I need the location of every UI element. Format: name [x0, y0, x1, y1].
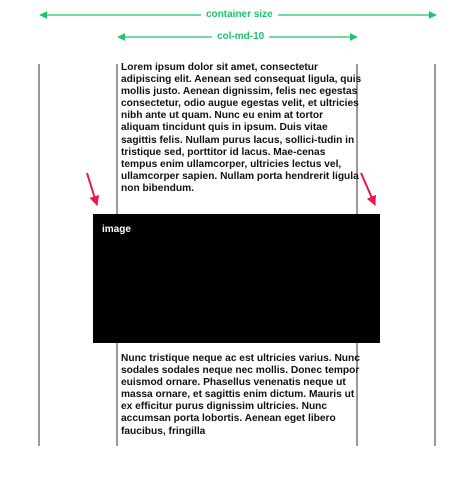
image-placeholder [93, 214, 380, 343]
image-label: image [102, 224, 131, 235]
top-paragraph: Lorem ipsum dolor sit amet, consectetur adipiscing elit. Aenean sed consequat ligula, quis mollis justo. Aenean dignissim, felis nec egestas consectetur, odio augue egestas velit, et ultricies nibh ante ut quam. Nunc eu enim at tortor aliquam tincidunt quis in ipsum. Duis vitae sagittis felis. Nullam purus lacus, sollici-tudin in tristique sed, porttitor id lacus. Mae-cenas tempus enim ullamcorper, ultricies lectus vel, ullamcorper sapien. Nullam porta hendrerit ligula non bibendum. [121, 62, 362, 194]
bottom-paragraph: Nunc tristique neque ac est ultricies varius. Nunc sodales sodales neque nec mollis. Donec tempor euismod ornare. Phasellus venenatis neque ut massa ornare, et sagittis enim dictum. Mauris ut ex efficitur purus dignissim ultricies. Nunc accumsan porta lobortis. Aenean eget libero faucibus, fringilla [121, 353, 360, 437]
column-size-label: col-md-10 [212, 31, 269, 43]
container-size-label: container size [201, 9, 278, 21]
left-red-arrow [87, 173, 97, 205]
